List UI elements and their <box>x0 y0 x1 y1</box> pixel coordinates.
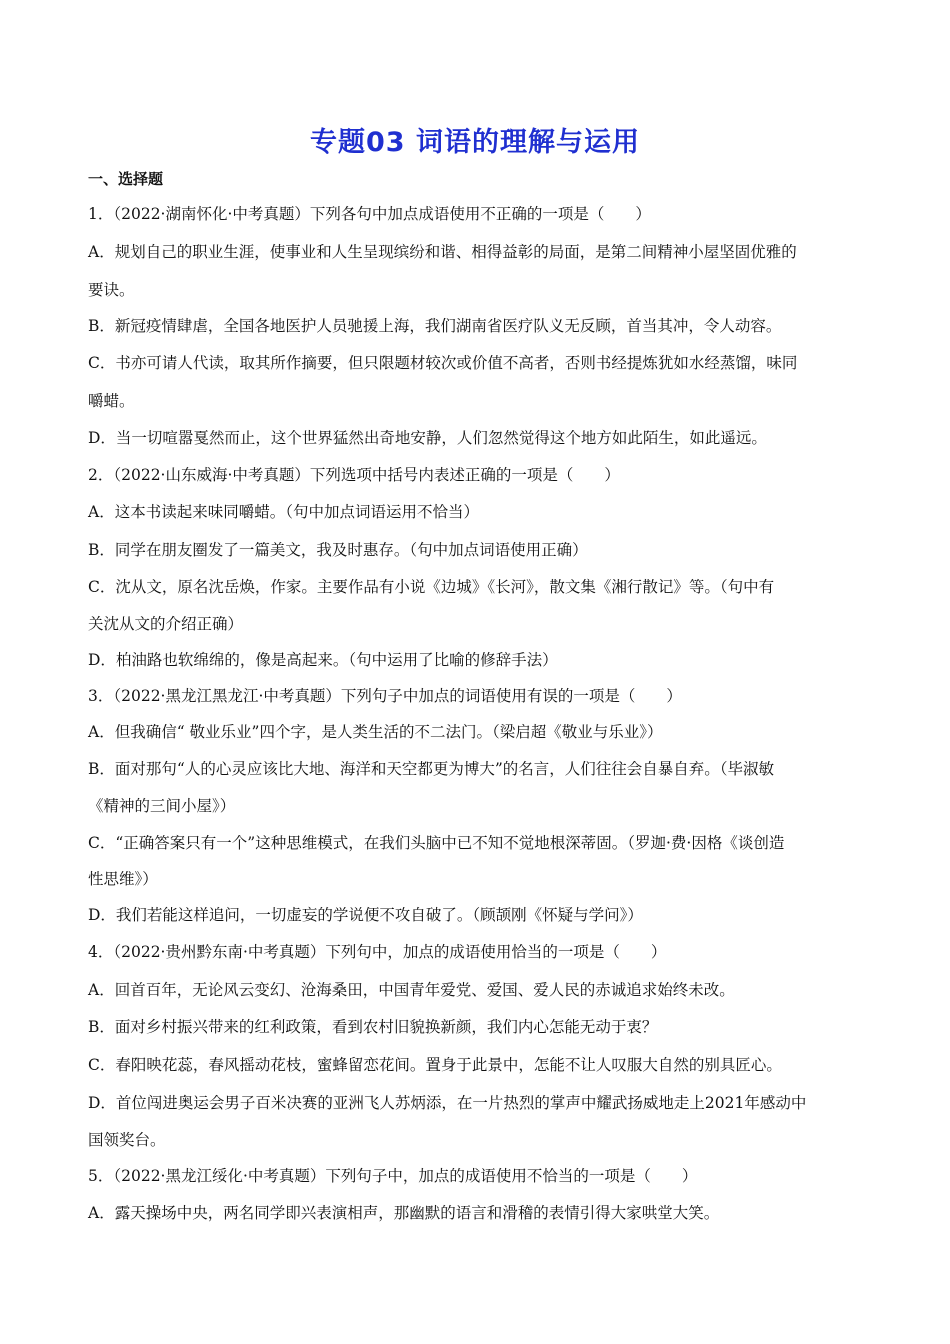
question-3-stem: 3．（2022·黑龙江黑龙江·中考真题）下列句子中加点的词语使用有误的一项是（ ） <box>88 687 682 705</box>
question-1-option-a-cont: 要诀。 <box>88 281 135 299</box>
question-2-option-d: D．柏油路也软绵绵的，像是高起来。（句中运用了比喻的修辞手法） <box>88 651 558 669</box>
question-1-option-b: B．新冠疫情肆虐，全国各地医护人员驰援上海，我们湖南省医疗队义无反顾，首当其冲，令人动容。 <box>88 317 782 335</box>
question-1-option-a: A．规划自己的职业生涯，使事业和人生呈现缤纷和谐、相得益彰的局面，是第二间精神小屋坚固优雅的 <box>88 243 797 261</box>
question-3-option-b-cont: 《精神的三间小屋》） <box>88 797 236 815</box>
question-2-option-c-cont: 关沈从文的介绍正确） <box>88 615 244 633</box>
question-4-option-c: C．春阳映花蕊，春风摇动花枝，蜜蜂留恋花间。置身于此景中，怎能不让人叹服大自然的别具匠心。 <box>88 1056 782 1074</box>
question-4-option-d-cont: 国领奖台。 <box>88 1131 166 1149</box>
question-3-option-a: A．但我确信“ 敬业乐业”四个字，是人类生活的不二法门。（梁启超《敬业与乐业》） <box>88 723 663 741</box>
question-4-option-a: A．回首百年，无论风云变幻、沧海桑田，中国青年爱党、爱国、爱人民的赤诚追求始终未改。 <box>88 981 735 999</box>
question-3-option-b: B．面对那句“人的心灵应该比大地、海洋和天空都更为博大”的名言，人们往往会自暴自弃。（毕淑敏 <box>88 760 774 778</box>
question-4-stem: 4．（2022·贵州黔东南·中考真题）下列句中，加点的成语使用恰当的一项是（ ） <box>88 943 667 961</box>
question-2-option-c: C．沈从文，原名沈岳焕，作家。主要作品有小说《边城》《长河》，散文集《湘行散记》等。（句中有 <box>88 578 775 596</box>
question-5-stem: 5．（2022·黑龙江绥化·中考真题）下列句子中，加点的成语使用不恰当的一项是（ ） <box>88 1167 698 1185</box>
question-4-option-d: D．首位闯进奥运会男子百米决赛的亚洲飞人苏炳添，在一片热烈的掌声中耀武扬威地走上2021年感动中 <box>88 1094 807 1112</box>
page-title: 专题03 词语的理解与运用 <box>310 127 640 158</box>
question-1-option-c-cont: 嚼蜡。 <box>88 392 135 410</box>
question-2-option-b: B．同学在朋友圈发了一篇美文，我及时惠存。（句中加点词语使用正确） <box>88 541 588 559</box>
question-1-stem: 1．（2022·湖南怀化·中考真题）下列各句中加点成语使用不正确的一项是（ ） <box>88 205 651 223</box>
question-1-option-c: C．书亦可请人代读，取其所作摘要，但只限题材较次或价值不高者，否则书经提炼犹如水经蒸馏，味同 <box>88 354 798 372</box>
question-4-option-b: B．面对乡村振兴带来的红利政策，看到农村旧貌换新颜，我们内心怎能无动于衷？ <box>88 1018 658 1036</box>
section-heading: 一、选择题 <box>88 170 164 188</box>
question-3-option-c-cont: 性思维》） <box>88 870 158 888</box>
question-3-option-c: C．“正确答案只有一个”这种思维模式，在我们头脑中已不知不觉地根深蒂固。（罗迦·费·因格《谈创造 <box>88 834 785 852</box>
question-5-option-a: A．露天操场中央，两名同学即兴表演相声，那幽默的语言和滑稽的表情引得大家哄堂大笑。 <box>88 1204 720 1222</box>
question-1-option-d: D．当一切喧嚣戛然而止，这个世界猛然出奇地安静，人们忽然觉得这个地方如此陌生，如此遥远。 <box>88 429 767 447</box>
question-2-stem: 2．（2022·山东威海·中考真题）下列选项中括号内表述正确的一项是（ ） <box>88 466 620 484</box>
question-3-option-d: D．我们若能这样追问，一切虚妄的学说便不攻自破了。（顾颉刚《怀疑与学问》） <box>88 906 643 924</box>
question-2-option-a: A．这本书读起来味同嚼蜡。（句中加点词语运用不恰当） <box>88 503 479 521</box>
